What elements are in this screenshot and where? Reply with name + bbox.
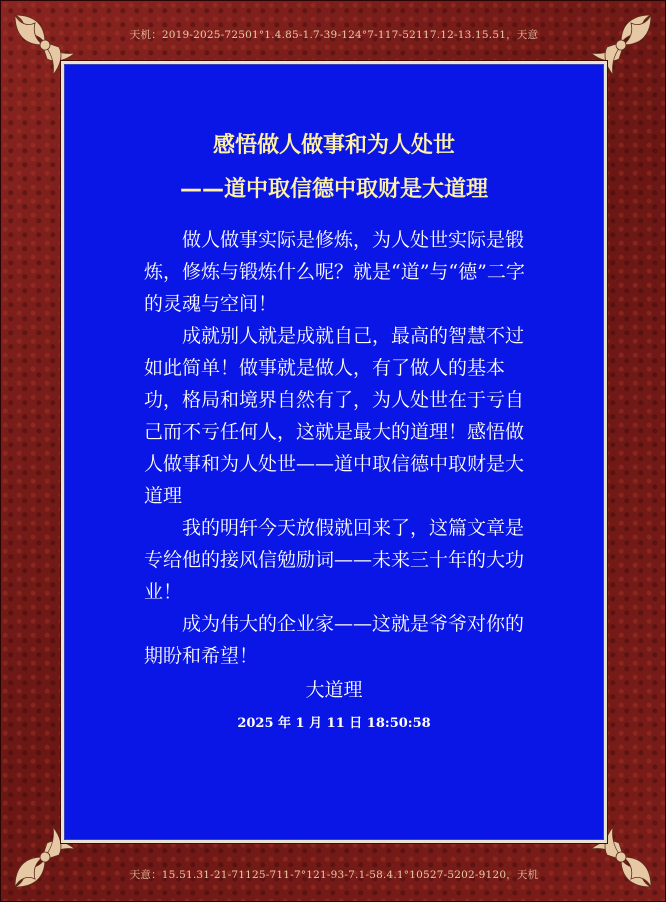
article-body	[144, 224, 539, 672]
author-signature: 大道理	[305, 679, 363, 701]
header-code-line: 天机：2019-2025-72501°1.4.85-1.7-39-124°7-117-52117.12-13.15.51，天意	[129, 29, 539, 41]
paragraph: 做人做事实际是修炼，为人处世实际是锻炼，修炼与锻炼什么呢？就是“道”与“德”二字的灵魂与空间！	[144, 229, 525, 315]
paragraph: 成就别人就是成就自己，最高的智慧不过如此简单！做事就是做人，有了做人的基本功，格局和境界自然有了，为人处世在于亏自己而不亏任何人，这就是最大的道理！感悟做人做事和为人处世——道中取信德中取财是大道理	[144, 325, 525, 507]
paragraph: 我的明轩今天放假就回来了，这篇文章是专给他的接风信勉励词——未来三十年的大功业！	[144, 517, 525, 603]
content-panel	[61, 61, 607, 843]
paragraph: 成为伟大的企业家——这就是爷爷对你的期盼和希望！	[144, 613, 525, 667]
publish-date: 2025 年 1 月 11 日 18:50:58	[237, 716, 431, 731]
title-line-1: 感悟做人做事和为人处世	[212, 133, 455, 158]
footer-code-line: 天意：15.51.31-21-71125-711-7°121-93-7.1-58.4.1°10527-5202-9120，天机	[129, 869, 539, 881]
title-line-2: ——道中取信德中取财是大道理	[179, 177, 488, 202]
